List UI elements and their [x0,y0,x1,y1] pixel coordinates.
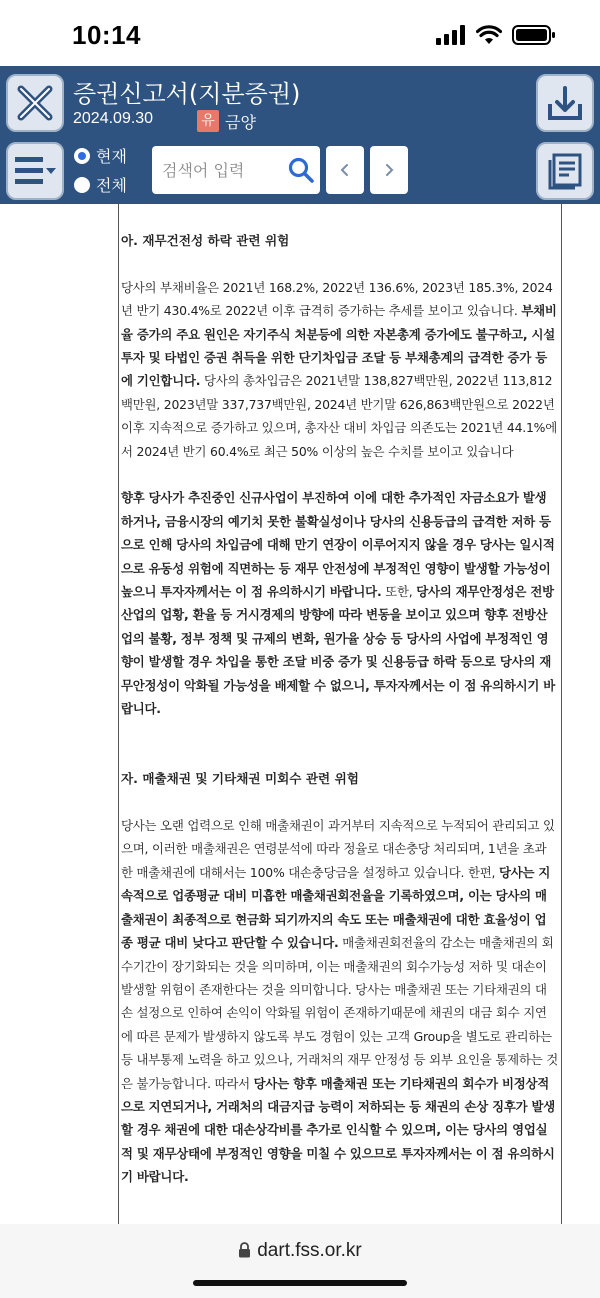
text-run: 당사는 오랜 업력으로 인해 매출채권이 과거부터 지속적으로 누적되어 관리되고 있으며, 이러한 매출채권은 연령분석에 따라 정율로 대손충당 처리되며, 1년을 초과한 매출채권에 대해서는 100% 대손충당금을 설정하고 있습니다. 한편, [121,818,555,880]
paragraph [121,486,558,720]
close-icon [15,83,55,123]
market-badge: 유 [197,110,219,132]
status-time: 10:14 [72,20,141,50]
battery-icon [512,24,556,46]
radio-all-indicator[interactable] [74,177,90,193]
radio-all-label: 전체 [96,176,127,195]
status-icons [436,24,556,46]
section-spacer [121,744,558,767]
bold-text-run: 당사는 지속적으로 업종평균 대비 미흡한 매출채권회전율을 기록하였으며, 이는 당사의 매출채권이 최종적으로 현금화 되기까지의 속도 또는 매출채권에 대한 효율성이 업종 평균 대비 낮다고 판단할 수 있습니다. [121,864,551,951]
document-body [121,229,558,1212]
chevron-right-icon [383,162,395,178]
next-button[interactable] [370,146,408,194]
list-menu-icon [13,153,57,189]
radio-all[interactable] [74,173,127,196]
text-run: 당사의 부채비율은 2021년 168.2%, 2022년 136.6%, 2023년 185.3%, 2024년 반기 430.4%로 2022년 이후 급격히 증가하는 추세를 보이고 있습니다. [121,279,553,319]
cellular-signal-icon [436,25,466,45]
bold-text-run: 당사는 향후 매출채권 또는 기타채권의 회수가 비정상적으로 지연되거나, 거래처의 대금지급 능력이 저하되는 등 채권의 손상 징후가 발생할 경우 채권에 대한 대손상각비를 추가로 인식할 수 있으며, 이는 당사의 영업실적 및 재무상태에 부정적인 영향을 미칠 수 있으므로 투자자께서는 이 점 유의하시기 바랍니다. [121,1075,556,1185]
document-list-button[interactable] [536,142,594,200]
search-icon[interactable] [288,157,314,183]
text-run: 또한, [381,584,417,600]
url-text: dart.fss.or.kr [257,1240,362,1261]
text-run: 매출채권회전율의 감소는 매출채권의 회수기간이 장기화되는 것을 의미하며, 이는 매출채권의 회수가능성 저하 및 대손이 발생할 위험이 존재한다는 것을 의미합니다. 당사는 매출채권 또는 기타채권의 대손 설정으로 인하여 손익이 악화될 위험이 존재하기때문에 채권의 대금 회수 지연에 따른 문제가 발생하지 않도록 부도 경험이 있는 고객 Group을 별도로 관리하는 등 내부통제 노력을 하고 있으나, 거래처의 재무 안정성 등 외부 요인을 통제하는 것은 불가능합니다. 따라서 [121,935,558,1091]
search-input[interactable] [152,146,282,194]
radio-current-label: 현재 [96,147,127,166]
right-border [561,204,562,1224]
left-border [118,204,119,1224]
document-title: 증권신고서(지분증권) [73,80,301,108]
section-heading: 아. 재무건전성 하락 관련 위험 [121,233,290,248]
home-indicator[interactable] [193,1280,407,1286]
bold-text-run: 향후 당사가 추진중인 신규사업이 부진하여 이에 대한 추가적인 자금소요가 발생하거나, 금융시장의 예기치 못한 불확실성이나 당사의 신용등급의 급격한 저하 등으로 인해 당사의 차입금에 대해 만기 연장이 이루어지지 않을 경우 당사는 일시적으로 유동성 위험에 직면하는 등 재무 안전성에 부정적인 영향이 발생할 가능성이 높으니 투자자께서는 이 점 유의하시기 바랍니다. [121,490,555,600]
address-bar[interactable] [0,1240,600,1262]
document-date: 2024.09.30 [73,110,154,127]
paragraph [121,814,558,1189]
status-bar [0,0,600,66]
document-viewer[interactable] [0,204,600,1224]
wifi-icon [476,25,502,45]
text-run: 당사의 총차입금은 2021년말 138,827백만원, 2022년 113,812백만원, 2023년말 337,737백만원, 2024년 반기말 626,863백만원으로 2022년 이후 지속적으로 증가하고 있으며, 총자산 대비 차입금 의존도는 2021년 44.1%에서 2024년 반기 60.4%로 최근 50% 이상의 높은 수치를 보이고 있습니다 [121,373,558,459]
browser-bottom-bar [0,1224,600,1298]
paragraph [121,276,558,463]
document-icon [545,151,585,191]
bold-text-run: 부채비율 증가의 주요 원인은 자기주식 처분등에 의한 자본총계 증가에도 불구하고, 시설투자 및 타법인 증권 취득을 위한 단기차입금 조달 등 부채총계의 급격한 증가 등에 기인합니다. [121,303,557,389]
bold-text-run: 당사의 재무안정성은 전방산업의 업황, 환율 등 거시경제의 방향에 따라 변동을 보이고 있으며 향후 전방산업의 불황, 정부 정책 및 규제의 변화, 원가율 상승 등 당사의 사업에 부정적인 영향이 발생할 경우 차입을 통한 조달 비중 증가 및 신용등급 하락 등으로 당사의 재무안정성이 악화될 가능성을 배제할 수 없으니, 투자자께서는 이 점 유의하시기 바랍니다. [121,584,556,717]
download-button[interactable] [536,74,594,132]
menu-button[interactable] [6,142,64,200]
company-name: 금양 [225,113,256,132]
section-heading: 자. 매출채권 및 기타채권 미회수 관련 위험 [121,771,359,787]
app-header [0,66,600,204]
previous-button[interactable] [326,146,364,194]
chevron-left-icon [339,162,351,178]
lock-icon [238,1242,251,1258]
close-button[interactable] [6,74,64,132]
radio-current-indicator[interactable] [74,148,90,164]
radio-current[interactable] [74,144,127,167]
search-box [152,146,320,194]
download-icon [546,84,584,122]
